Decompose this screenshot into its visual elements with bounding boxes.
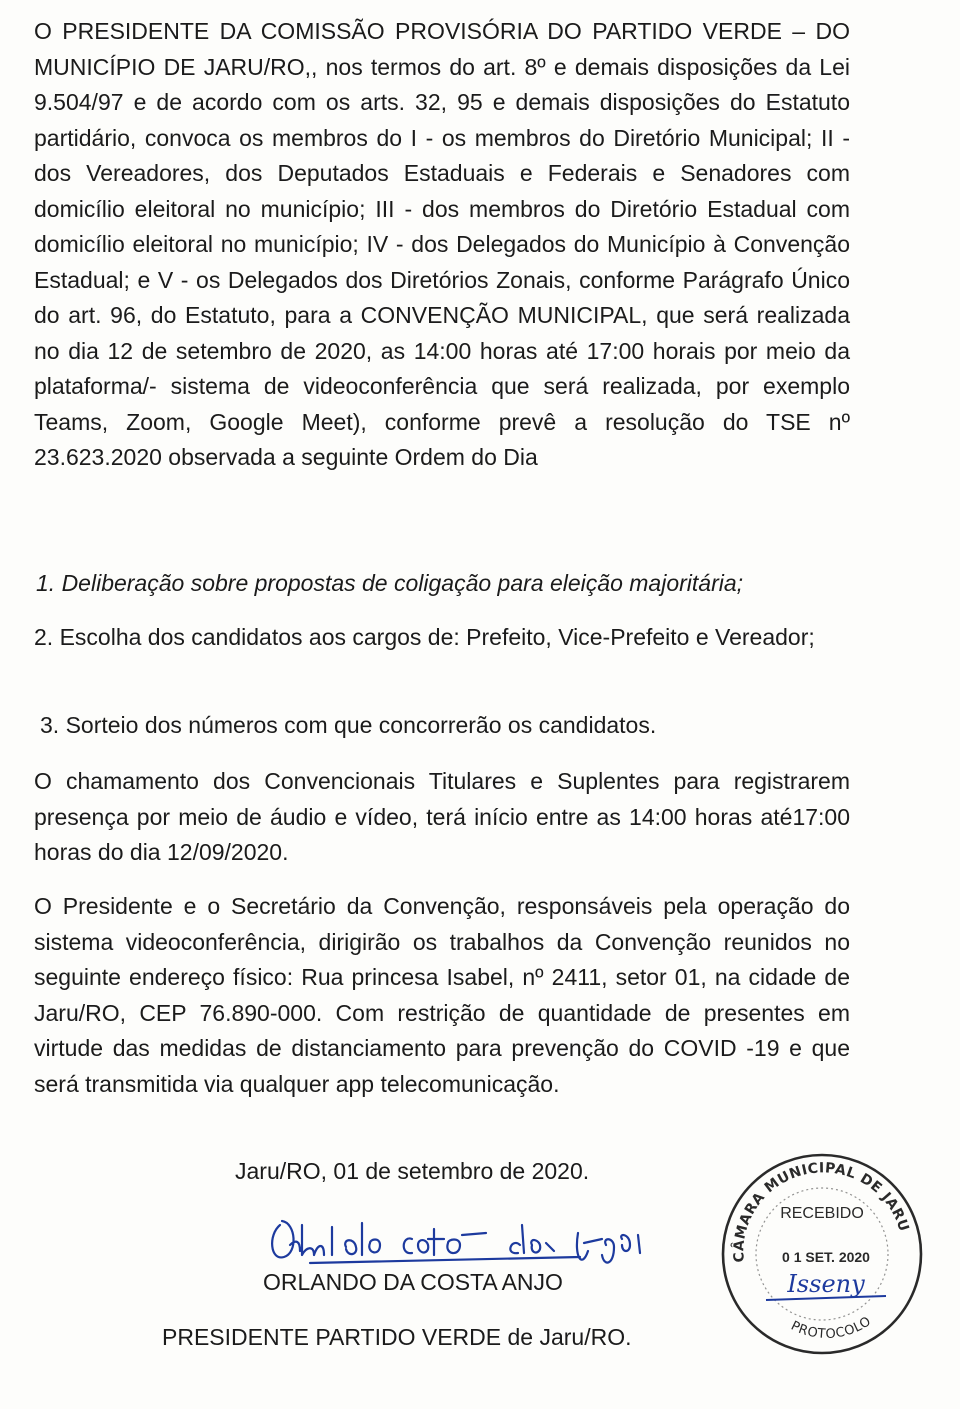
intro-paragraph: O PRESIDENTE DA COMISSÃO PROVISÓRIA DO PARTIDO VERDE – DO MUNICÍPIO DE JARU/RO,, nos termos do art. 8º e demais disposições da Lei 9.504/97 e de acordo com os arts. 32, 95 e demais disposições do Estatuto partidário, convoca os membros do I - os membros do Diretório Municipal; II - dos Vereadores, dos Deputados Estaduais e Federais e Senadores com domicílio eleitoral no município; III - dos membros do Diretório Estadual com domicílio eleitoral no município; IV - dos Delegados do Município à Convenção Estadual; e V - os Delegados dos Diretórios Zonais, conforme Parágrafo Único do art. 96, do Estatuto, para a CONVENÇÃO MUNICIPAL, que será realizada no dia 12 de setembro de 2020, as 14:00 horas até 17:00 horais por meio da plataforma/- sistema de videoconferência que será realizada, por exemplo Teams, Zoom, Google Meet), conforme prevê a resolução do TSE nº 23.623.2020 observada a seguinte Ordem do Dia <box>34 18 850 470</box>
agenda-item-3: 3. Sorteio dos números com que concorrerão os candidatos. <box>40 712 657 738</box>
agenda-item-1: 1. Deliberação sobre propostas de coligação para eleição majoritária; <box>36 570 744 596</box>
handwritten-signature <box>262 1195 682 1275</box>
protocol-stamp <box>718 1150 924 1356</box>
attendance-paragraph: O chamamento dos Convencionais Titulares e Suplentes para registrarem presença por meio de áudio e vídeo, terá início entre as 14:00 horas até17:00 horas do dia 12/09/2020. <box>34 768 850 865</box>
stamp-initials: Isseny <box>787 1270 865 1298</box>
svg-text:PROTOCOLO <box>788 1314 874 1342</box>
address-paragraph: O Presidente e o Secretário da Convenção, responsáveis pela operação do sistema videoconferência, dirigirão os trabalhos da Convenção reunidos no seguinte endereço físico: Rua princesa Isabel, nº 2411, setor 01, na cidade de Jaru/RO, CEP 76.890-000. Com restrição de quantidade de presentes em virtude das medidas de distanciamento para prevenção do COVID -19 e que será transmitida via qualquer app telecomunicação. <box>34 893 850 1097</box>
stamp-date: 0 1 SET. 2020 <box>782 1249 870 1265</box>
stamp-protocol-text: PROTOCOLO <box>788 1314 875 1343</box>
stamp-ring-text: CÂMARA MUNICIPAL DE JARU <box>731 1160 912 1263</box>
signer-name: ORLANDO DA COSTA ANJO <box>263 1269 563 1295</box>
signer-title: PRESIDENTE PARTIDO VERDE de Jaru/RO. <box>162 1324 632 1350</box>
dateline: Jaru/RO, 01 de setembro de 2020. <box>235 1158 590 1184</box>
stamp-received-label: RECEBIDO <box>780 1205 864 1222</box>
agenda-item-2: 2. Escolha dos candidatos aos cargos de: Prefeito, Vice-Prefeito e Vereador; <box>34 624 815 650</box>
